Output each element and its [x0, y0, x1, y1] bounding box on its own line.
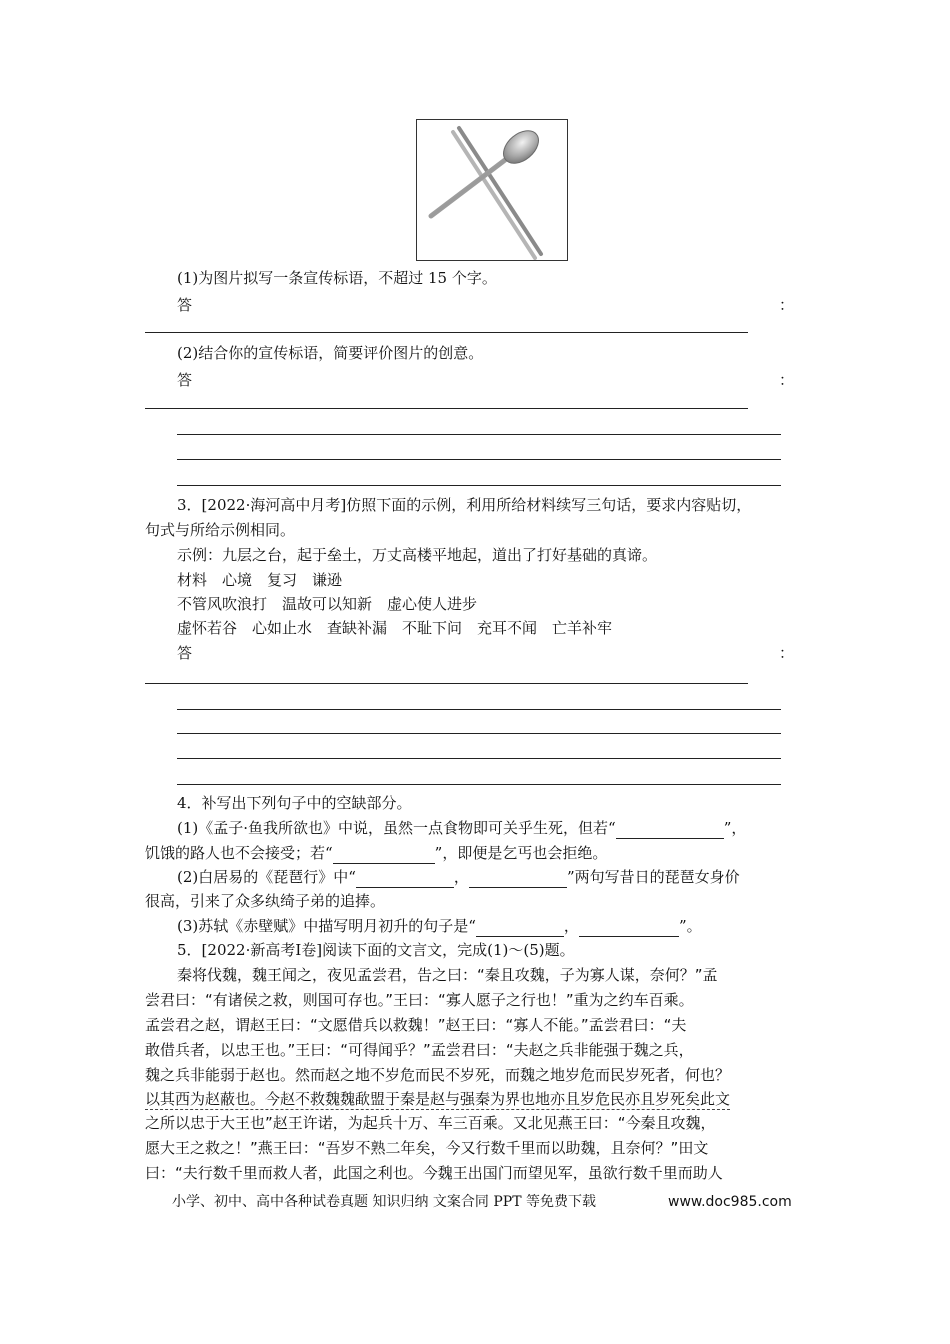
question-4-title: 4．补写出下列句子中的空缺部分。: [177, 794, 412, 812]
answer-line[interactable]: [145, 332, 748, 333]
passage-line: 曰：“夫行数千里而救人者，此国之利也。今魏王出国门而望见军，虽欲行数千里而助人: [145, 1164, 723, 1182]
answer-line[interactable]: [177, 459, 781, 460]
spoon-chopsticks-icon: [417, 120, 567, 260]
passage-line: 尝君曰：“有诸侯之救，则国可存也。”王曰：“寡人愿子之行也！”重为之约车百乘。: [145, 991, 694, 1009]
footer-text: 小学、初中、高中各种试卷真题 知识归纳 文案合同 PPT 等免费下载: [172, 1194, 596, 1210]
question-3-material-row-1: 不管风吹浪打 温故可以知新 虚心使人进步: [177, 595, 478, 613]
question-2-part-2: (2)结合你的宣传标语，简要评价图片的创意。: [177, 344, 484, 362]
question-4-part-1-line-2: 饥饿的路人也不会接受；若“ ”，即便是乞丐也会拒绝。: [145, 844, 608, 862]
question-4-part-1-line-1: (1)《孟子·鱼我所欲也》中说，虽然一点食物即可关乎生死，但若“ ”，: [177, 819, 747, 837]
answer-line[interactable]: [177, 733, 781, 734]
answer-colon: ：: [778, 296, 794, 314]
answer-label: 答: [177, 371, 193, 389]
answer-line[interactable]: [177, 758, 781, 759]
fill-blank[interactable]: [469, 867, 567, 888]
fill-blank[interactable]: [333, 843, 435, 864]
passage-line: 秦将伐魏，魏王闻之，夜见孟尝君，告之曰：“秦且攻魏，子为寡人谋，奈何？”孟: [177, 966, 718, 984]
answer-label: 答: [177, 296, 193, 314]
question-3-line-1: 3．[2022·海河高中月考]仿照下面的示例，利用所给材料续写三句话，要求内容贴切，: [177, 496, 752, 514]
answer-label: 答: [177, 644, 193, 662]
answer-colon: ：: [778, 644, 794, 662]
spoon-chopsticks-figure: [416, 119, 568, 261]
answer-colon: ：: [778, 371, 794, 389]
answer-line[interactable]: [145, 408, 748, 409]
answer-line[interactable]: [177, 784, 781, 785]
fill-blank[interactable]: [356, 867, 454, 888]
fill-blank[interactable]: [616, 818, 724, 839]
question-4-part-2-line-2: 很高，引来了众多纨绮子弟的追捧。: [145, 892, 386, 910]
question-3-material-row-2: 虚怀若谷 心如止水 查缺补漏 不耻下问 充耳不闻 亡羊补牢: [177, 619, 613, 637]
question-5-title: 5．[2022·新高考Ⅰ卷]阅读下面的文言文，完成(1)～(5)题。: [177, 941, 575, 959]
passage-line: 敢借兵者，以忠王也。”王曰：“可得闻乎？”孟尝君曰：“夫赵之兵非能强于魏之兵，: [145, 1041, 694, 1059]
question-3-example: 示例：九层之台，起于垒土，万丈高楼平地起，道出了打好基础的真谛。: [177, 546, 658, 564]
answer-line[interactable]: [145, 683, 748, 684]
answer-line[interactable]: [177, 485, 781, 486]
question-4-part-2-line-1: (2)白居易的《琵琶行》中“ ， ”两句写昔日的琵琶女身价: [177, 868, 740, 886]
answer-line[interactable]: [177, 434, 781, 435]
passage-line: 魏之兵非能弱于赵也。然而赵之地不岁危而民不岁死，而魏之地岁危而民岁死者，何也？: [145, 1066, 731, 1084]
passage-line: 孟尝君之赵，谓赵王曰：“文愿借兵以救魏！”赵王曰：“寡人不能。”孟尝君曰：“夫: [145, 1016, 687, 1034]
question-3-materials: 材料 心境 复习 谦逊: [177, 571, 343, 589]
question-3-line-2: 句式与所给示例相同。: [145, 521, 296, 539]
question-2-part-1: (1)为图片拟写一条宣传标语，不超过 15 个字。: [177, 269, 497, 287]
answer-line[interactable]: [177, 709, 781, 710]
fill-blank[interactable]: [579, 916, 679, 937]
passage-line-sentence-break: 以其西为赵蔽也。今赵不救魏魏歃盟于秦是赵与强秦为界也地亦且岁危民亦且岁死矣此文: [145, 1090, 731, 1108]
question-4-part-3: (3)苏轼《赤壁赋》中描写明月初升的句子是“ ， ”。: [177, 917, 702, 935]
fill-blank[interactable]: [476, 916, 564, 937]
footer-url[interactable]: www.doc985.com: [668, 1194, 792, 1210]
passage-line: 之所以忠于大王也”赵王许诺，为起兵十万、车三百乘。又北见燕王曰：“今秦且攻魏，: [145, 1114, 716, 1132]
passage-line: 愿大王之救之！”燕王曰：“吾岁不熟二年矣，今又行数千里而以助魏，且奈何？”田文: [145, 1139, 709, 1157]
